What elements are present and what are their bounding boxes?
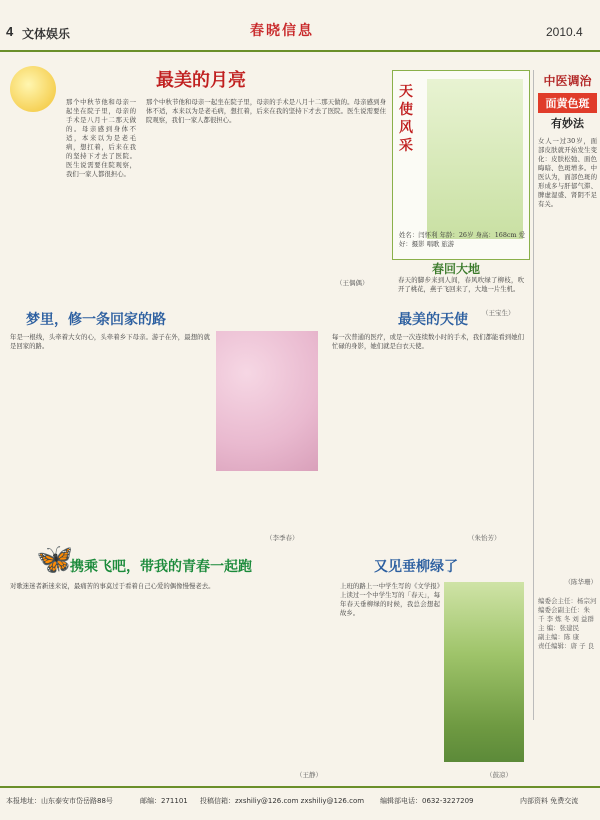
article-youth xyxy=(6,542,332,782)
editorial-board xyxy=(538,596,597,650)
article-moon-text: 那个中秋节他和母亲一起坐在院子里，母亲的手术是八月十二那天做的。母亲感到身体不适，本来以为是老毛病，想扛着，后来在我的坚持下才去了医院。医生说需要住院观察，我们一家人都很担心。 xyxy=(146,98,386,124)
article-youth-author: （王静） xyxy=(296,771,322,779)
article-willow-text: 上班的路上一中学生写的《文学报》上读过一个中学生写的「春天」，每年春天垂柳绿的时候，我总会想起故乡。 xyxy=(340,582,440,617)
butterfly-icon: 🦋 xyxy=(36,542,74,577)
article-spring-poem: 春天的脚步来到人间，春风吹绿了柳枝，吹开了桃花，燕子飞回来了，大地一片生机。 xyxy=(398,276,524,293)
article-youth-text: 对歌迷迷者新迷来说，最痛苦的事莫过于看着自己心爱的偶像慢慢老去。 xyxy=(10,582,215,590)
masthead: 春晓信息 xyxy=(250,23,314,39)
article-spring-author: （王宝生） xyxy=(482,309,515,317)
sidebar-health xyxy=(533,70,600,720)
article-nurse-text: 每一次普通的医疗，或是一次连续数小时的手术，我们都能看到她们忙碌的身影，她们就是白衣天使。 xyxy=(332,333,524,350)
article-nurse xyxy=(328,305,528,545)
page-number: 4 xyxy=(6,24,14,39)
section-name: 文体娱乐 xyxy=(22,27,71,41)
footer-phone: 编辑部电话：0632-3227209 xyxy=(380,797,474,805)
article-home-road-title: 梦里，修一条回家的路 xyxy=(26,312,166,328)
article-home-road-author: （李季春） xyxy=(266,534,299,542)
footer-address: 本报地址：山东泰安市岱岳路88号 xyxy=(6,797,113,805)
article-moon-lead: 那个中秋节他和母亲一起坐在院子里，母亲的手术是八月十二那天做的。母亲感到身体不适，本来以为是老毛病，想扛着，后来在我的坚持下才去了医院。医生说需要住院观察，我们一家人都很担心。 xyxy=(66,98,136,178)
editor-line: 主 编：张建民 xyxy=(538,624,580,632)
footer-note: 内部资料 免费交流 xyxy=(520,797,579,805)
editor-line: 编委会副主任：朱 千 李 炼 冬 刘 益群 xyxy=(538,606,594,623)
moon-illustration xyxy=(10,66,56,112)
sidebar-subtitle: 有妙法 xyxy=(551,117,584,130)
article-willow xyxy=(336,550,528,782)
sidebar-text: 女人一过30岁，面部皮肤就开始发生变化：皮肤松弛、面色晦暗、色斑增多。中医认为，面部色斑的形成多与肝郁气滞、脾虚湿盛、肾阴不足有关。 xyxy=(538,137,597,208)
article-moon-title: 最美的月亮 xyxy=(156,70,246,91)
page-footer xyxy=(0,786,600,820)
article-willow-author: （鼓凉） xyxy=(486,771,512,779)
article-moon-author: （王偶偶） xyxy=(336,279,369,287)
article-home-road-text: 年是一根线，头牵着大女的心，头牵着乡下母亲。游子在外，最想的就是回家的路。 xyxy=(10,333,210,350)
article-willow-title: 又见垂柳绿了 xyxy=(374,559,458,575)
sidebar-title: 中医调治 xyxy=(543,74,592,88)
article-youth-title: 携乘飞吧，带我的青春一起跑 xyxy=(70,559,252,575)
issue-date: 2010.4 xyxy=(546,25,583,39)
article-angel-profile xyxy=(392,70,530,260)
page-header xyxy=(0,0,600,52)
willow-photo xyxy=(444,582,524,762)
sidebar-badge: 面黄色斑 xyxy=(538,93,597,113)
cherry-blossom-photo xyxy=(216,331,318,471)
editor-line: 责任编辑：唐 子 良 xyxy=(538,642,595,650)
footer-postcode: 邮编：271101 xyxy=(140,797,188,805)
profile-photo xyxy=(427,79,523,239)
article-spring-title: 春回大地 xyxy=(432,262,481,276)
article-angel-profile-info: 姓名：闫怀利 年龄：26岁 身高：168cm 爱好：摄影 唱歌 旅游 xyxy=(399,231,525,248)
sidebar-author: （陈华珊） xyxy=(564,578,597,586)
footer-email: 投稿信箱：zxshiliy@126.com zxshiliy@126.com xyxy=(200,797,365,805)
editor-line: 编委会主任：杨宗河 xyxy=(538,597,597,605)
article-nurse-author: （朱怡芳） xyxy=(468,534,501,542)
article-nurse-title: 最美的天使 xyxy=(398,312,468,328)
editor-line: 副主编：陈 康 xyxy=(538,633,580,641)
article-angel-profile-title: 天使风采 xyxy=(399,84,413,154)
article-home-road xyxy=(6,305,322,545)
article-moon xyxy=(6,60,386,290)
